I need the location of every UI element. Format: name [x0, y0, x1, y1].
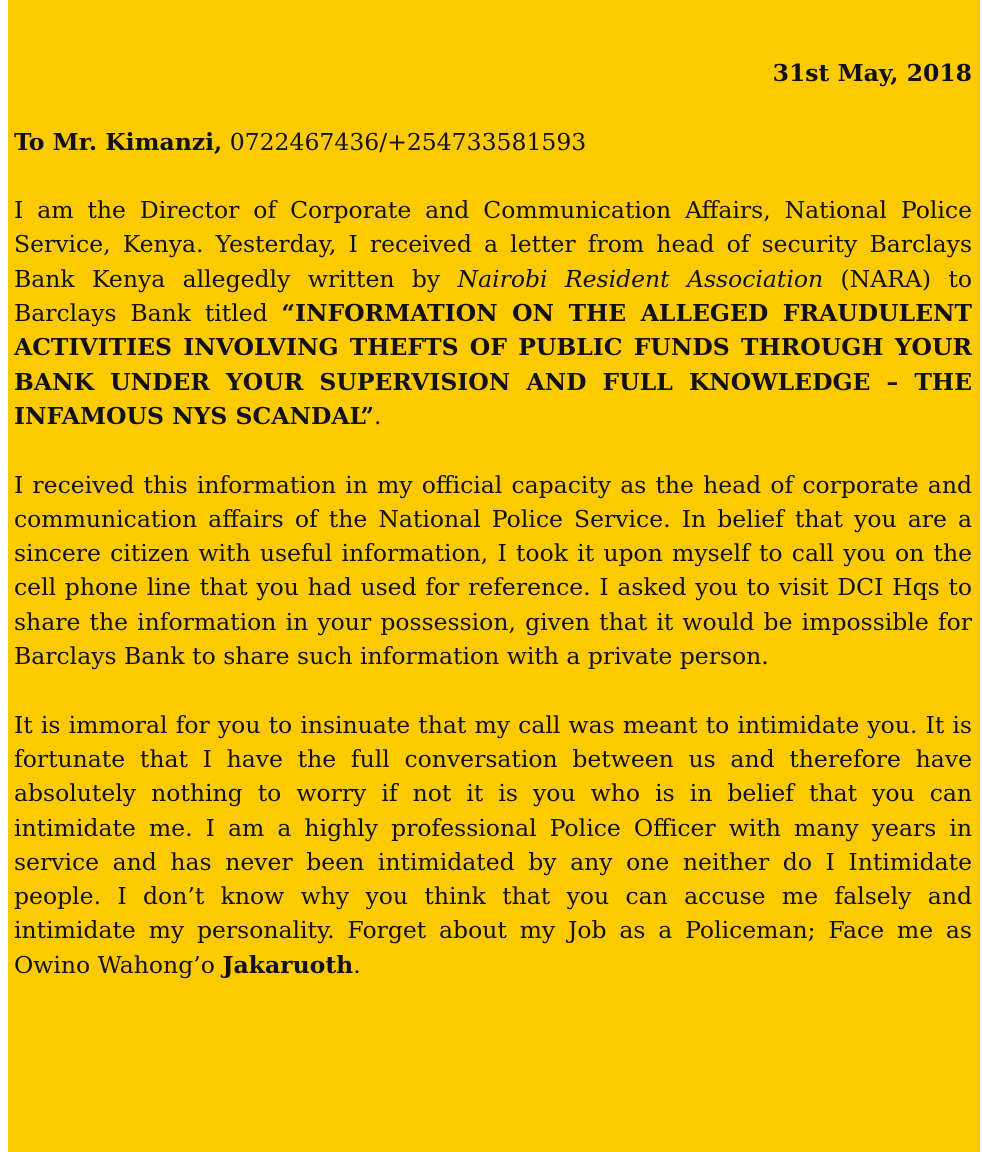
addressee-phone: 0722467436/+254733581593 — [222, 127, 587, 156]
letter-title: “INFORMATION ON THE ALLEGED FRAUDULENT ACTIVITIES INVOLVING THEFTS OF PUBLIC FUNDS THROUGH YOUR BANK UNDER YOUR SUPERVISION AND FULL KNOWLEDGE – THE INFAMOUS NYS SCANDAL” — [14, 299, 972, 430]
paragraph-1-after-org: (NARA) to Barclays Bank titled — [14, 264, 972, 328]
organization-name: Nairobi Resident Association — [457, 264, 824, 293]
paragraph-2: I received this information in my official capacity as the head of corporate and communication affairs of the National Police Service. In belief that you are a sincere citizen with useful information, I took it upon myself to call you on the cell phone line that you had used for reference. I asked you to visit DCI Hqs to share the information in your possession, given that it would be impossible for Barclays Bank to share such information with a private person. — [14, 470, 972, 671]
letter-date: 31st May, 2018 — [772, 59, 972, 87]
letter-page — [8, 0, 980, 1152]
paragraph-1-end: . — [373, 401, 382, 430]
addressee-name: To Mr. Kimanzi, — [14, 127, 223, 156]
paragraph-3-end: . — [353, 950, 361, 979]
signature-name: Jakaruoth — [222, 950, 354, 979]
letter-salutation — [14, 125, 972, 159]
paragraph-1 — [14, 193, 972, 433]
paragraph-3 — [14, 708, 972, 982]
paragraph-3-text: It is immoral for you to insinuate that my call was meant to intimidate you. It is fortunate that I have the full conversation between us and therefore have absolutely nothing to worry if not it is you who is in belief that you can intimidate me. I am a highly professional Police Officer with many years in service and has never been intimidated by any one neither do I Intimidate people. I don’t know why you think that you can accuse me falsely and intimidate my personality. Forget about my Job as a Policeman; Face me as Owino Wahong’o — [14, 710, 972, 979]
paragraph-1-intro: I am the Director of Corporate and Communication Affairs, National Police Service, Kenya. Yesterday, I received a letter from head of security Barclays Bank Kenya allegedly written by — [14, 196, 972, 293]
letter-body — [14, 56, 972, 982]
